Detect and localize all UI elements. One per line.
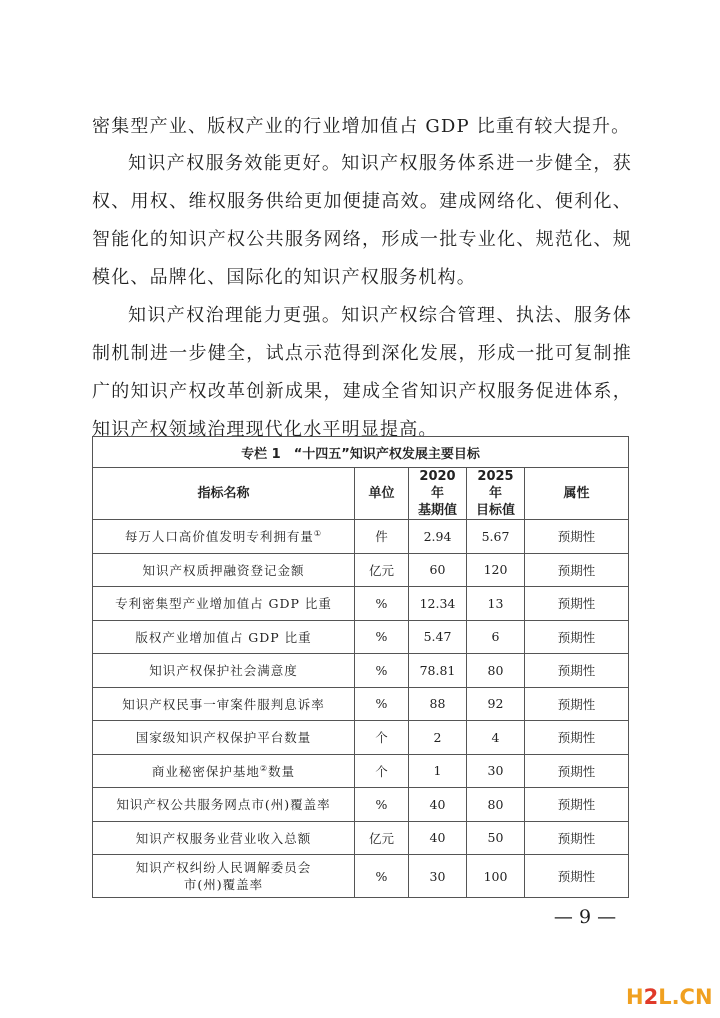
table-header-row: [93, 468, 629, 520]
paragraph-2: 知识产权服务效能更好。知识产权服务体系进一步健全，获权、用权、维权服务供给更加便捷高效。建成网络化、便利化、智能化的知识产权公共服务网络，形成一批专业化、规范化、规模化、品牌化、国际化的知识产权服务机构。: [92, 153, 632, 288]
header-name: 指标名称: [93, 468, 355, 520]
header-target: 2025 年 目标值: [467, 468, 525, 520]
table-row: 知识产权质押融资登记金额 亿元 60 120 预期性: [93, 553, 629, 587]
table-row: 版权产业增加值占 GDP 比重 % 5.47 6 预期性: [93, 620, 629, 654]
paragraph-3: 知识产权治理能力更强。知识产权综合管理、执法、服务体制机制进一步健全，试点示范得到深化发展，形成一批可复制推广的知识产权改革创新成果，建成全省知识产权服务促进体系，知识产权领域治理现代化水平明显提高。: [92, 305, 632, 440]
table-row: 知识产权公共服务网点市(州)覆盖率 % 40 80 预期性: [93, 788, 629, 822]
table-row: 知识产权纠纷人民调解委员会 市(州)覆盖率 % 30 100 预期性: [93, 855, 629, 898]
table-row: 知识产权保护社会满意度 % 78.81 80 预期性: [93, 654, 629, 688]
footnote-marker: ①: [313, 529, 323, 539]
header-unit: 单位: [355, 468, 409, 520]
table-row: 商业秘密保护基地②数量 个 1 30 预期性: [93, 754, 629, 788]
page-number: — 9 —: [553, 906, 617, 928]
site-watermark-logo: H2L.CN: [626, 985, 713, 1009]
table-row: 专利密集型产业增加值占 GDP 比重 % 12.34 13 预期性: [93, 587, 629, 621]
table-row: 知识产权民事一审案件服判息诉率 % 88 92 预期性: [93, 687, 629, 721]
paragraph-1: 密集型产业、版权产业的行业增加值占 GDP 比重有较大提升。: [92, 116, 631, 137]
table-row: 知识产权服务业营业收入总额 亿元 40 50 预期性: [93, 821, 629, 855]
targets-table: [92, 436, 629, 898]
header-base: 2020 年 基期值: [409, 468, 467, 520]
footnote-marker: ②: [259, 763, 269, 773]
table-title: 专栏 1 “十四五”知识产权发展主要目标: [93, 437, 629, 468]
table-row: 国家级知识产权保护平台数量 个 2 4 预期性: [93, 721, 629, 755]
table-row: 每万人口高价值发明专利拥有量① 件 2.94 5.67 预期性: [93, 520, 629, 554]
header-attr: 属性: [525, 468, 629, 520]
